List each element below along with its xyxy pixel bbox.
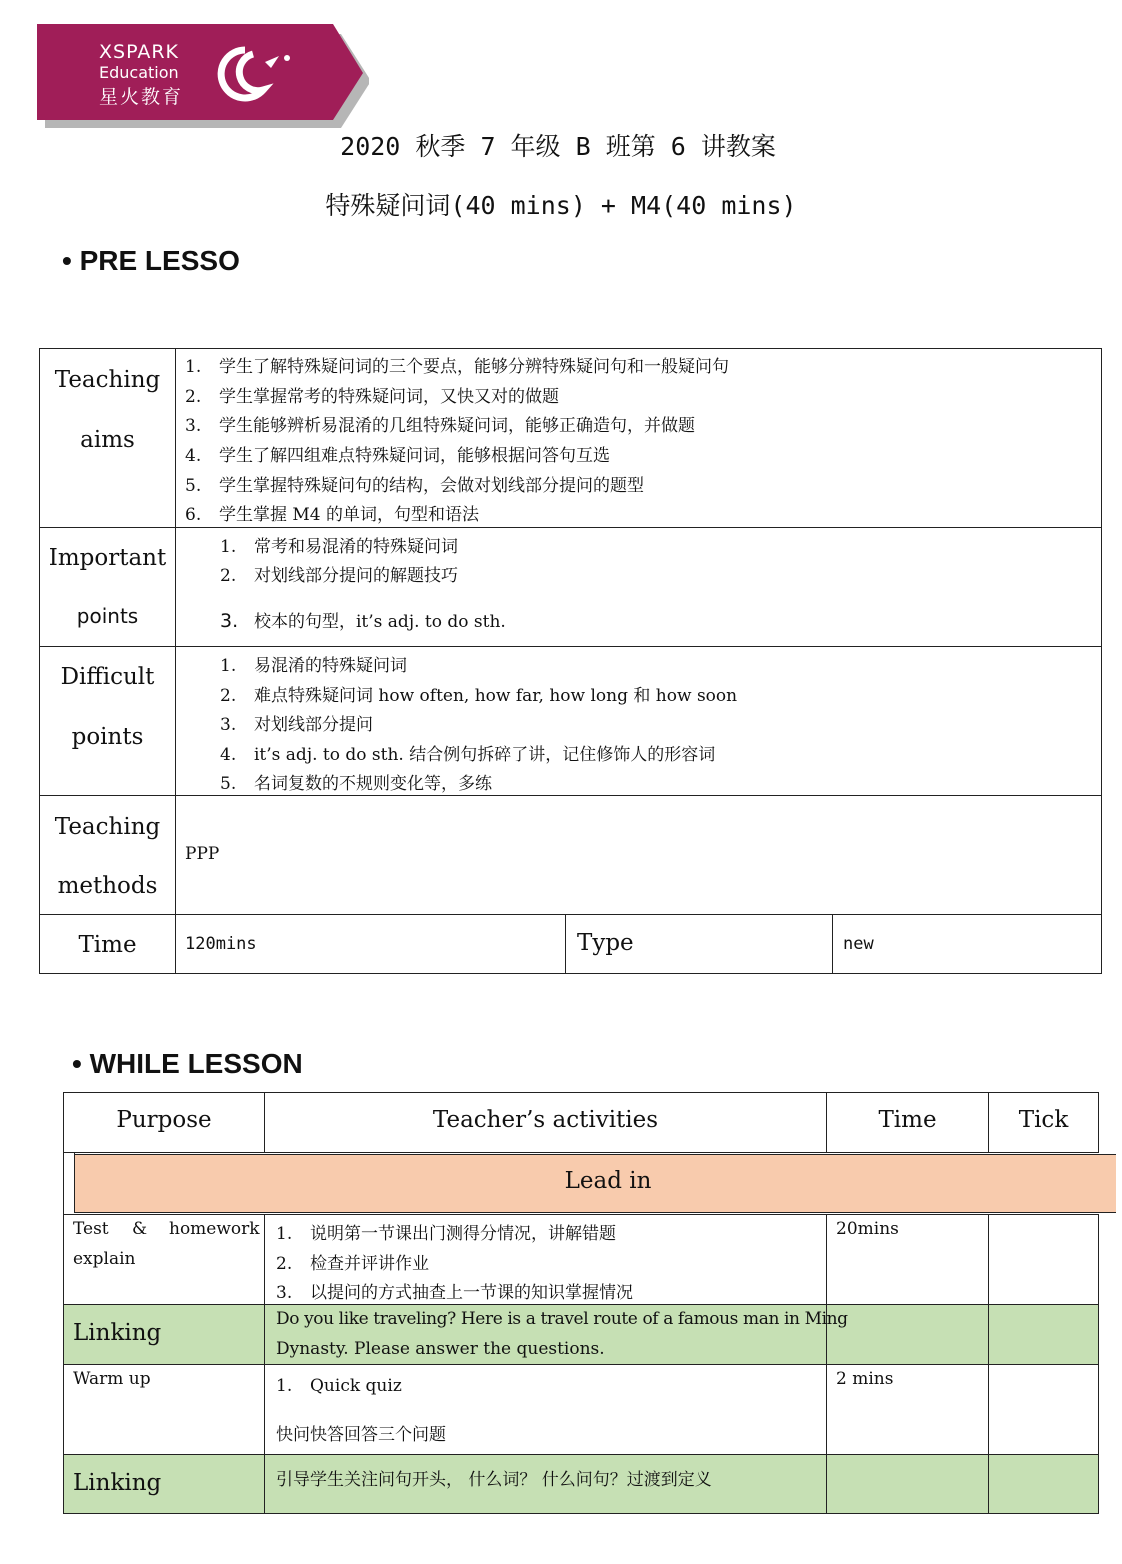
list-item: 6. 学生掌握 M4 的单词，句型和语法 — [185, 505, 480, 525]
linking-1-line-1: Do you like traveling? Here is a travel route of a famous man in Ming — [276, 1309, 848, 1329]
linking-2-text: 引导学生关注问句开头， 什么词？ 什么问句？过渡到定义 — [276, 1470, 712, 1490]
important-points-label-1: Important — [48, 545, 167, 571]
logo-banner — [37, 24, 369, 130]
list-item: 1. 常考和易混淆的特殊疑问词 — [220, 537, 458, 557]
teaching-methods-label-1: Teaching — [54, 814, 161, 840]
purpose-test: Test — [73, 1219, 109, 1239]
lead-in-label: Lead in — [564, 1168, 652, 1194]
section-heading-while-lesson: • WHILE LESSON — [72, 1048, 303, 1079]
column-header-time: Time — [878, 1107, 937, 1133]
logo-text-xspark: XSPARK — [99, 41, 179, 63]
warm-up-time: 2 mins — [836, 1369, 894, 1389]
teaching-methods-label-2: methods — [57, 873, 158, 899]
list-item: 4. it’s adj. to do sth. 结合例句拆碎了讲，记住修饰人的形容词 — [220, 745, 716, 765]
type-label: Type — [577, 930, 634, 956]
purpose-amp: & — [132, 1219, 148, 1239]
page-title: 2020 秋季 7 年级 B 班第 6 讲教案 — [340, 132, 776, 161]
list-item: 3. 对划线部分提问 — [220, 715, 373, 735]
teaching-aims-label-2: aims — [80, 427, 135, 453]
difficult-points-label-2: points — [71, 724, 144, 750]
difficult-points-label-1: Difficult — [60, 664, 155, 690]
important-points-label-2: points — [76, 604, 139, 628]
list-item: 5. 学生掌握特殊疑问句的结构，会做对划线部分提问的题型 — [185, 476, 644, 496]
column-header-purpose: Purpose — [116, 1107, 212, 1133]
list-item: 2. 检查并评讲作业 — [276, 1254, 429, 1274]
list-item: 1. 说明第一节课出门测得分情况，讲解错题 — [276, 1224, 616, 1244]
time-value: 120mins — [185, 934, 257, 954]
list-item: 2. 对划线部分提问的解题技巧 — [220, 566, 458, 586]
type-value: new — [843, 934, 874, 954]
logo-text-education: Education — [99, 63, 179, 82]
list-item: 1. 学生了解特殊疑问词的三个要点，能够分辨特殊疑问句和一般疑问句 — [185, 357, 729, 377]
list-item: 3. 校本的句型，it’s adj. to do sth. — [220, 610, 506, 632]
time-label: Time — [78, 932, 137, 958]
column-header-activities: Teacher’s activities — [432, 1107, 659, 1133]
page-subtitle: 特殊疑问词(40 mins) + M4(40 mins) — [325, 191, 797, 220]
list-item: 4. 学生了解四组难点特殊疑问词，能够根据问答句互选 — [185, 446, 610, 466]
list-item: 2. 学生掌握常考的特殊疑问词，又快又对的做题 — [185, 387, 559, 407]
warm-up-label: Warm up — [73, 1369, 151, 1389]
teaching-methods-value: PPP — [185, 844, 220, 864]
teaching-aims-label-1: Teaching — [54, 367, 161, 393]
warm-up-note: 快问快答回答三个问题 — [276, 1425, 446, 1445]
column-header-tick: Tick — [1018, 1107, 1069, 1133]
list-item: 3. 学生能够辨析易混淆的几组特殊疑问词，能够正确造句，并做题 — [185, 416, 695, 436]
linking-1-label: Linking — [73, 1320, 162, 1346]
linking-2-label: Linking — [73, 1470, 162, 1496]
linking-1-line-2: Dynasty. Please answer the questions. — [276, 1339, 605, 1359]
warm-up-item: 1. Quick quiz — [276, 1376, 402, 1396]
list-item: 2. 难点特殊疑问词 how often, how far, how long 和 how soon — [220, 686, 738, 706]
list-item: 1. 易混淆的特殊疑问词 — [220, 656, 407, 676]
list-item: 3. 以提问的方式抽查上一节课的知识掌握情况 — [276, 1283, 633, 1303]
test-time: 20mins — [836, 1219, 899, 1239]
purpose-homework: homework — [169, 1219, 260, 1239]
logo-text-chinese: 星火教育 — [99, 86, 184, 108]
list-item: 5. 名词复数的不规则变化等，多练 — [220, 774, 492, 794]
purpose-explain: explain — [73, 1249, 136, 1269]
section-heading-pre-lesson: • PRE LESSO — [62, 245, 240, 276]
